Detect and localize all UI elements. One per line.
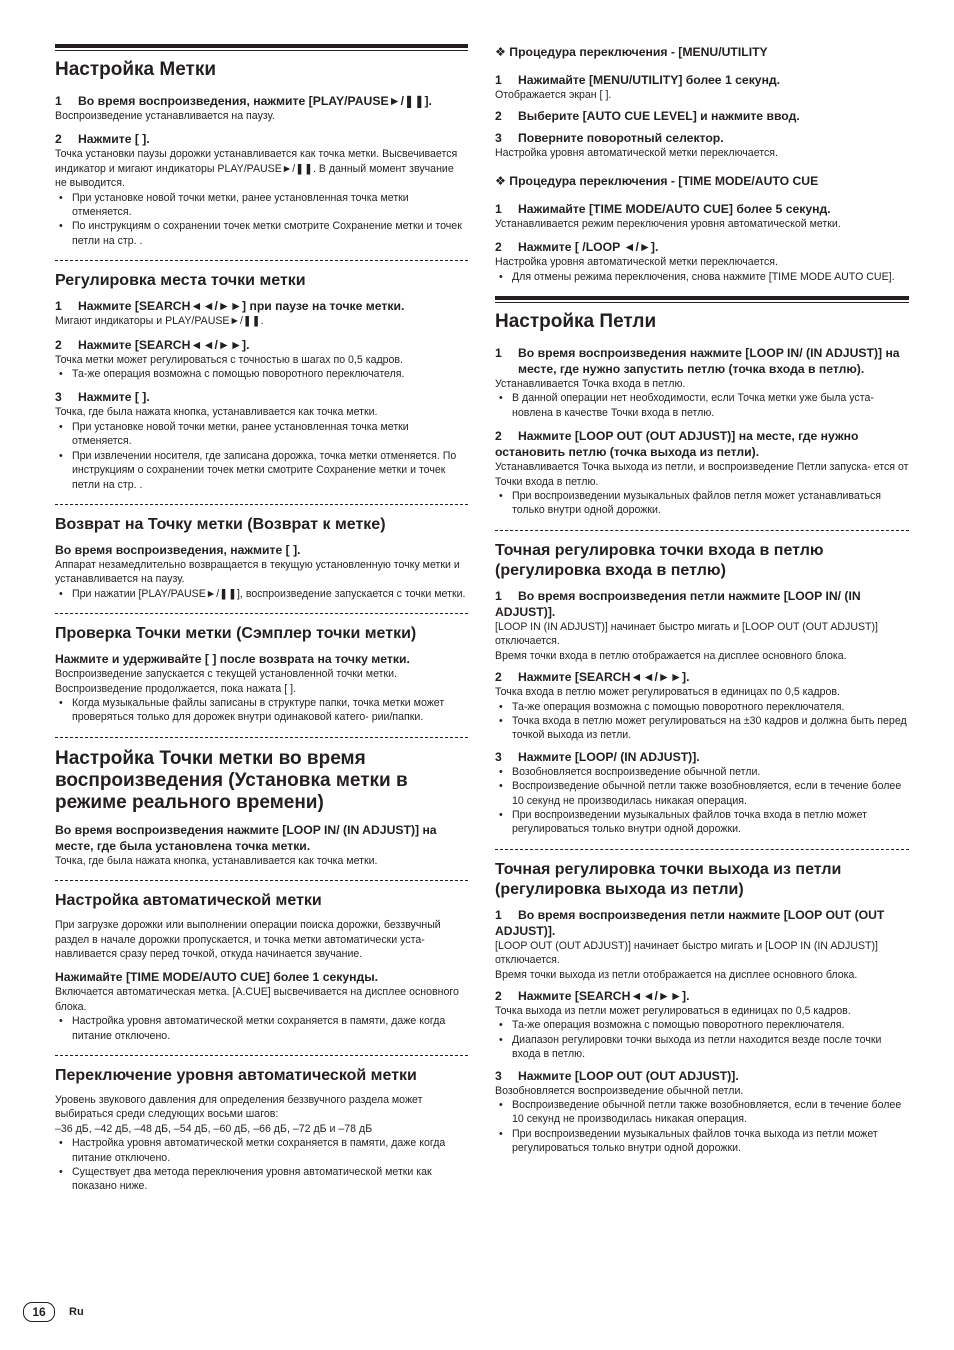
list-item: • При нажатии [PLAY/PAUSE►/❚❚], воспроизведение запускается с точки метки. bbox=[55, 587, 468, 601]
step-desc: Точка входа в петлю может регулироваться в единицах по 0,5 кадров. bbox=[495, 686, 840, 699]
section-divider bbox=[495, 849, 909, 850]
step-3: 3 Поверните поворотный селектор. bbox=[495, 131, 724, 146]
instruction: Нажимайте [TIME MODE/AUTO CUE] более 1 секунды. bbox=[55, 970, 379, 985]
step-2: 2 Нажмите [SEARCH◄◄/►►]. bbox=[55, 337, 250, 352]
step-desc: Мигают индикаторы и PLAY/PAUSE►/❚❚. bbox=[55, 315, 264, 328]
section-divider bbox=[55, 260, 468, 261]
step-desc: Время точки входа в петлю отображается на дисплее основного блока. bbox=[495, 649, 847, 662]
header-rule bbox=[55, 44, 468, 51]
bullet-list bbox=[495, 1018, 909, 1061]
section-title-cue-sampler: Проверка Точки метки (Сэмплер точки метки) bbox=[55, 625, 417, 643]
step-desc: Настройка уровня автоматической метки переключается. bbox=[495, 256, 778, 269]
section-title-loop-setting: Настройка Петли bbox=[495, 311, 657, 333]
list-item: • Для отмены режима переключения, снова нажмите [TIME MODE AUTO CUE]. bbox=[495, 270, 909, 284]
list-item: • Существует два метода переключения уровня автоматической метки как показано ниже. bbox=[55, 1165, 468, 1194]
step-3: 3 Нажмите [ ]. bbox=[55, 390, 150, 405]
level-list: –36 дБ, –42 дБ, –48 дБ, –54 дБ, –60 дБ, –66 дБ, –72 дБ и –78 дБ bbox=[55, 1122, 373, 1135]
section-divider bbox=[55, 880, 468, 881]
instruction: Нажмите и удерживайте [ ] после возврата на точку метки. bbox=[55, 652, 410, 667]
step-desc: [LOOP OUT (OUT ADJUST)] начинает быстро мигать и [LOOP IN (IN ADJUST)] отключается. bbox=[495, 939, 878, 967]
step-desc: Точка выхода из петли может регулироваться в единицах по 0,5 кадров. bbox=[495, 1004, 851, 1017]
section-title-back-cue: Возврат на Точку метки (Возврат к метке) bbox=[55, 515, 386, 533]
step-2: 2 Нажмите [ ]. bbox=[55, 132, 150, 147]
list-item: • Настройка уровня автоматической метки сохраняется в памяти, даже когда питание отключено. bbox=[55, 1014, 468, 1043]
list-item: • Воспроизведение обычной петли также возобновляется, если в течение более 10 секунд не производилась никакая операция. bbox=[495, 1098, 909, 1127]
step-1: 1 Во время воспроизведения петли нажмите [LOOP OUT (OUT ADJUST)]. bbox=[495, 907, 885, 938]
list-item: • При установке новой точки метки, ранее установленная точка метки отменяется. bbox=[55, 191, 468, 220]
procedure-title-menu-utility: ❖ Процедура переключения - [MENU/UTILITY bbox=[495, 45, 768, 59]
step-desc: Возобновляется воспроизведение обычной петли. bbox=[495, 1084, 744, 1097]
section-divider bbox=[55, 504, 468, 505]
step-1: 1 Во время воспроизведения петли нажмите [LOOP IN/ (IN ADJUST)]. bbox=[495, 588, 861, 619]
step-2: 2 Нажмите [LOOP OUT (OUT ADJUST)] на месте, где нужно остановить петлю (точка выхода из петли). bbox=[495, 429, 859, 460]
list-item: • Когда музыкальные файлы записаны в структуре папки, точка метки может проверяться только для дорожек внутри одинаковой катего- рии/папки. bbox=[55, 696, 468, 725]
step-desc: Устанавливается Точка выхода из петли, и воспроизведение Петли запуска- ется от Точки входа в петлю. bbox=[495, 461, 909, 488]
list-item: • Настройка уровня автоматической метки сохраняется в памяти, даже когда питание отключено. bbox=[55, 1136, 468, 1165]
bullet-list bbox=[55, 420, 468, 492]
section-title-real-time-cue: Настройка Точки метки во время воспроизведения (Установка метки в режиме реального времени) bbox=[55, 747, 408, 813]
step-desc: Настройка уровня автоматической метки переключается. bbox=[495, 147, 778, 160]
instruction-desc: Включается автоматическая метка. [A.CUE] высвечивается на дисплее основного блока. bbox=[55, 986, 459, 1013]
step-3: 3 Нажмите [LOOP/ (IN ADJUST)]. bbox=[495, 749, 700, 764]
section-intro: При загрузке дорожки или выполнении операции поиска дорожки, беззвучный раздел в начале дорожки пропускается, и точка метки автоматически уста- навливается сразу перед точкой, откуда начинается звучание. bbox=[55, 919, 441, 960]
bullet-list bbox=[495, 700, 909, 743]
list-item: • В данной операции нет необходимости, если Точка метки уже была уста- новлена в качестве Точки входа в петлю. bbox=[495, 391, 909, 420]
page-number: 16 bbox=[23, 1302, 55, 1322]
bullet-list bbox=[55, 696, 468, 725]
step-desc: Точка установки паузы дорожки устанавливается как точка метки. Высвечивается индикатор и мигают индикаторы PLAY/PAUSE►/❚❚. В данный момент звучание не выводится. bbox=[55, 148, 458, 190]
bullet-list bbox=[55, 1014, 468, 1043]
step-2: 2 Нажмите [SEARCH◄◄/►►]. bbox=[495, 988, 690, 1003]
list-item: • Та-же операция возможна с помощью поворотного переключателя. bbox=[55, 367, 468, 381]
step-2: 2 Выберите [AUTO CUE LEVEL] и нажмите ввод. bbox=[495, 109, 800, 124]
step-2: 2 Нажмите [ /LOOP ◄/►]. bbox=[495, 240, 659, 255]
instruction-desc: Воспроизведение запускается с текущей установленной точки метки. Воспроизведение продолжается, пока нажата [ ]. bbox=[55, 668, 397, 695]
section-title-loop-out-adjust: Точная регулировка точки выхода из петли (регулировка выхода из петли) bbox=[495, 860, 842, 898]
section-divider bbox=[55, 737, 468, 738]
bullet-list bbox=[55, 1136, 468, 1194]
instruction: Во время воспроизведения, нажмите [ ]. bbox=[55, 542, 301, 557]
list-item: • По инструкциям о сохранении точек метки смотрите Сохранение метки и точек петли на стр. . bbox=[55, 219, 468, 248]
bullet-list bbox=[55, 367, 468, 381]
step-desc: Устанавливается режим переключения уровня автоматической метки. bbox=[495, 217, 841, 230]
list-item: • Точка входа в петлю может регулироваться на ±30 кадров и должна быть перед точкой выхода из петли. bbox=[495, 714, 909, 743]
step-1: 1 Нажимайте [TIME MODE/AUTO CUE] более 5 секунд. bbox=[495, 201, 831, 216]
instruction-desc: Аппарат незамедлительно возвращается в текущую установленную точку метки и устанавливается на паузу. bbox=[55, 558, 460, 586]
section-divider bbox=[495, 530, 909, 531]
procedure-title-time-mode: ❖ Процедура переключения - [TIME MODE/AUTO CUE bbox=[495, 173, 819, 188]
list-item: • При воспроизведении музыкальных файлов петля может устанавливаться только внутри одной дорожки. bbox=[495, 489, 909, 518]
list-item: • Та-же операция возможна с помощью поворотного переключателя. bbox=[495, 700, 909, 714]
bullet-list bbox=[495, 391, 909, 420]
list-item: • Возобновляется воспроизведение обычной петли. bbox=[495, 765, 909, 779]
list-item: • Диапазон регулировки точки выхода из петли находится везде после точки входа в петлю. bbox=[495, 1033, 909, 1062]
language-code: Ru bbox=[69, 1306, 84, 1318]
bullet-list bbox=[495, 489, 909, 518]
step-desc: Время точки выхода из петли отображается на дисплее основного блока. bbox=[495, 968, 858, 981]
list-item: • При установке новой точки метки, ранее установленная точка метки отменяется. bbox=[55, 420, 468, 449]
bullet-list bbox=[495, 1098, 909, 1156]
step-3: 3 Нажмите [LOOP OUT (OUT ADJUST)]. bbox=[495, 1068, 739, 1083]
list-item: • При извлечении носителя, где записана дорожка, точка метки отменяется. По инструкциям о сохранении точек метки смотрите Сохранение метки и точек петли на стр. . bbox=[55, 449, 468, 492]
step-desc: Воспроизведение устанавливается на паузу. bbox=[55, 110, 275, 122]
section-title-auto-cue-level: Переключение уровня автоматической метки bbox=[55, 1067, 417, 1084]
instruction-desc: Точка, где была нажата кнопка, устанавливается как точка метки. bbox=[55, 854, 378, 867]
bullet-list bbox=[55, 191, 468, 249]
right-column bbox=[495, 44, 909, 1156]
bullet-list bbox=[55, 587, 468, 601]
list-item: • Та-же операция возможна с помощью поворотного переключателя. bbox=[495, 1018, 909, 1032]
left-column bbox=[55, 44, 468, 1194]
section-divider bbox=[55, 1055, 468, 1056]
list-item: • При воспроизведении музыкальных файлов точка выхода из петли может регулироваться только внутри одной дорожки. bbox=[495, 1127, 909, 1156]
list-item: • При воспроизведении музыкальных файлов точка входа в петлю может регулироваться только внутри одной дорожки. bbox=[495, 808, 909, 837]
section-title-cue-adjust: Регулировка места точки метки bbox=[55, 272, 306, 290]
bullet-list bbox=[495, 270, 909, 284]
section-divider bbox=[55, 613, 468, 614]
section-title-auto-cue: Настройка автоматической метки bbox=[55, 892, 322, 910]
step-desc: Отображается экран [ ]. bbox=[495, 89, 612, 101]
step-1: 1 Нажмите [SEARCH◄◄/►►] при паузе на точке метки. bbox=[55, 299, 405, 314]
step-desc: Точка метки может регулироваться с точностью в шагах по 0,5 кадров. bbox=[55, 353, 403, 366]
step-1: 1 Во время воспроизведения нажмите [LOOP IN/ (IN ADJUST)] на месте, где нужно запустить петлю (точка входа в петлю). bbox=[495, 346, 900, 377]
instruction: Во время воспроизведения нажмите [LOOP IN/ (IN ADJUST)] на месте, где была установлена точка метки. bbox=[55, 822, 437, 853]
section-title-loop-in-adjust: Точная регулировка точки входа в петлю (регулировка входа в петлю) bbox=[495, 541, 824, 579]
step-desc: [LOOP IN (IN ADJUST)] начинает быстро мигать и [LOOP OUT (OUT ADJUST)] отключается. bbox=[495, 620, 878, 648]
page-footer bbox=[23, 1302, 84, 1322]
step-2: 2 Нажмите [SEARCH◄◄/►►]. bbox=[495, 670, 690, 685]
section-rule bbox=[495, 296, 909, 303]
step-desc: Устанавливается Точка входа в петлю. bbox=[495, 378, 686, 391]
section-title-cue-setting: Настройка Метки bbox=[55, 59, 217, 80]
list-item: • Воспроизведение обычной петли также возобновляется, если в течение более 10 секунд не производилась никакая операция. bbox=[495, 779, 909, 808]
bullet-list bbox=[495, 765, 909, 837]
step-1: 1 Нажимайте [MENU/UTILITY] более 1 секунд. bbox=[495, 73, 781, 87]
section-intro: Уровень звукового давления для определения беззвучного раздела может выбираться среди следующих восьми шагов: bbox=[55, 1094, 423, 1121]
step-desc: Точка, где была нажата кнопка, устанавливается как точка метки. bbox=[55, 406, 378, 419]
step-1: 1 Во время воспроизведения, нажмите [PLAY/PAUSE►/❚❚]. bbox=[55, 94, 432, 108]
